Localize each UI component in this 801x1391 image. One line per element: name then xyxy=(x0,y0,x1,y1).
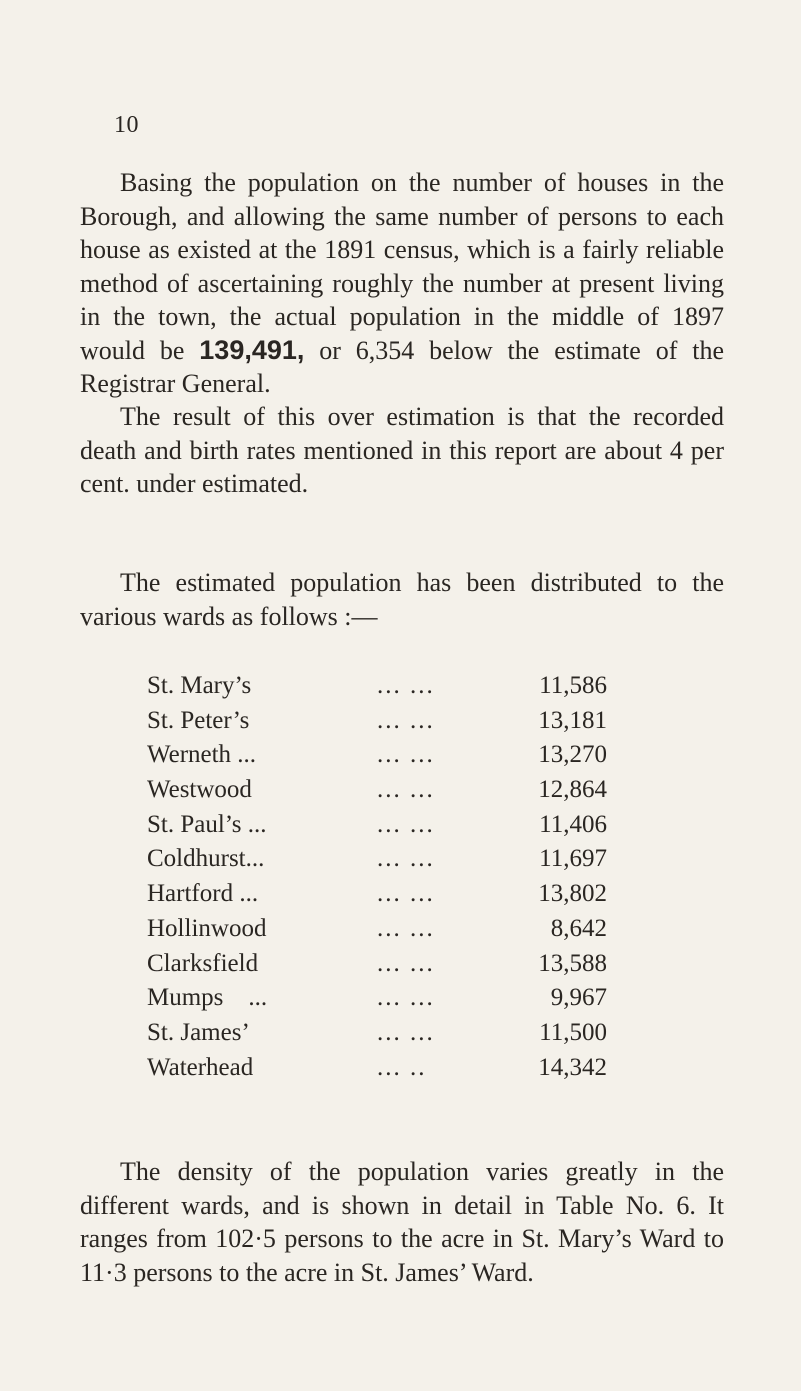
dot-leader: ... ... xyxy=(377,845,435,873)
ward-name: Werneth ... xyxy=(147,741,257,769)
ward-name: Waterhead xyxy=(147,1053,254,1081)
ward-name: St. Paul’s ... xyxy=(147,810,267,838)
ward-population: 13,802 xyxy=(538,880,607,908)
ward-population: 9,967 xyxy=(550,984,607,1012)
dot-leader: ... ... xyxy=(377,984,435,1012)
paragraph-over-estimation xyxy=(80,400,724,501)
ward-row xyxy=(147,672,607,707)
ward-name: Mumps ... xyxy=(147,984,268,1012)
ward-population: 13,270 xyxy=(538,741,607,769)
ward-population: 14,342 xyxy=(538,1053,607,1081)
dot-leader: ... ... xyxy=(377,672,435,699)
ward-name: Hollinwood xyxy=(147,914,267,942)
dot-leader: ... ... xyxy=(377,706,435,734)
dot-leader: ... .. xyxy=(377,1053,427,1081)
dot-leader: ... ... xyxy=(377,949,435,977)
dot-leader: ... ... xyxy=(377,776,435,804)
ward-population-list xyxy=(147,672,607,1088)
ward-row xyxy=(147,915,607,950)
paragraph-text: The result of this over estimation is that the recorded death and birth rates mentioned in this report are about 4 per cent. under estimated. xyxy=(80,402,724,498)
ward-row xyxy=(147,741,607,776)
ward-population: 13,588 xyxy=(538,949,607,977)
ward-name: St. Mary’s xyxy=(147,672,252,699)
dot-leader: ... ... xyxy=(377,880,435,908)
ward-name: St. Peter’s xyxy=(147,706,250,734)
ward-population: 11,697 xyxy=(539,845,607,873)
population-figure: 139,491, xyxy=(199,334,305,365)
page-number: 10 xyxy=(114,112,139,138)
ward-row xyxy=(147,776,607,811)
ward-population: 11,500 xyxy=(539,1018,607,1046)
ward-row xyxy=(147,950,607,985)
ward-row xyxy=(147,707,607,742)
ward-row xyxy=(147,1054,607,1089)
ward-name: Coldhurst... xyxy=(147,845,265,873)
ward-name: Westwood xyxy=(147,776,252,804)
paragraph-text: Basing the population on the number of houses in the Borough, and allowing the same number of persons to each house as existed at the 1891 census, which is a fairly reliable method of ascertaining roughly the number at present living in the town, the actual population in the middle of 1897 would be xyxy=(80,168,724,365)
ward-population: 13,181 xyxy=(538,706,607,734)
ward-name: St. James’ xyxy=(147,1018,250,1046)
dot-leader: ... ... xyxy=(377,741,435,769)
ward-population: 11,406 xyxy=(539,810,607,838)
dot-leader: ... ... xyxy=(377,1018,435,1046)
paragraph-text: or 6,354 below the estimate of the Registrar General. xyxy=(80,335,724,398)
ward-row xyxy=(147,845,607,880)
ward-name: Hartford ... xyxy=(147,880,259,908)
dot-leader: ... ... xyxy=(377,810,435,838)
paragraph-density xyxy=(80,1155,724,1289)
ward-row xyxy=(147,811,607,846)
paragraph-population-basis xyxy=(80,166,724,401)
ward-name: Clarksfield xyxy=(147,949,259,977)
paragraph-text: The estimated population has been distributed to the various wards as follows :— xyxy=(80,568,724,631)
paragraph-text: The density of the population varies greatly in the different wards, and is shown in detail in Table No. 6. It ranges from 102·5 persons to the acre in St. Mary’s Ward to 11·3 persons to the acre in St. James’ Ward. xyxy=(80,1157,724,1287)
dot-leader: ... ... xyxy=(377,914,435,942)
ward-population: 11,586 xyxy=(539,672,607,699)
ward-row xyxy=(147,984,607,1019)
ward-population: 12,864 xyxy=(538,776,607,804)
ward-population: 8,642 xyxy=(550,914,607,942)
paragraph-distribution-intro xyxy=(80,566,724,633)
ward-row xyxy=(147,1019,607,1054)
ward-row xyxy=(147,880,607,915)
